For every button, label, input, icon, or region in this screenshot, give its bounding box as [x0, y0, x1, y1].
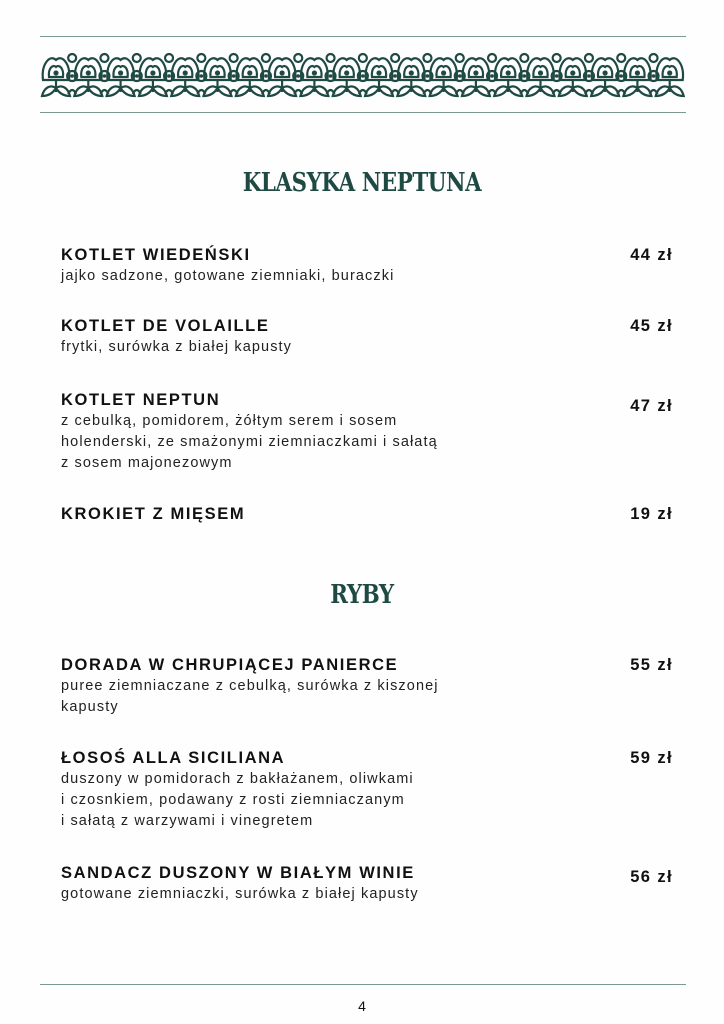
menu-item [61, 505, 675, 524]
menu-item-description: puree ziemniaczane z cebulką, surówka z kiszonej kapusty [61, 678, 439, 715]
bottom-rule [40, 984, 686, 985]
menu-item [61, 749, 675, 832]
menu-item-description: gotowane ziemniaczki, surówka z białej kapusty [61, 886, 419, 902]
page-number: 4 [358, 998, 366, 1014]
menu-item-description: duszony w pomidorach z bakłażanem, oliwkami i czosnkiem, podawany z rosti ziemniaczanym i sałatą z warzywami i vinegretem [61, 771, 414, 829]
top-rule-upper [40, 36, 686, 37]
section-title-ryby: RYBY [330, 580, 394, 610]
menu-item [61, 246, 675, 287]
menu-item-price: 55 zł [630, 656, 673, 674]
menu-item-name: KOTLET DE VOLAILLE [61, 317, 270, 335]
section-title-klasyka: KLASYKA NEPTUNA [242, 168, 482, 198]
menu-item [61, 391, 675, 474]
menu-item-name: SANDACZ DUSZONY W BIAŁYM WINIE [61, 864, 415, 882]
menu-item-price: 56 zł [630, 868, 673, 886]
folk-flower-border-ornament [40, 46, 686, 104]
menu-item-name: KROKIET Z MIĘSEM [61, 505, 246, 523]
top-rule-lower [40, 112, 686, 113]
menu-item-description: z cebulką, pomidorem, żółtym serem i sosem holenderski, ze smażonymi ziemniaczkami i sałatą z sosem majonezowym [61, 413, 438, 471]
menu-item-price: 59 zł [630, 749, 673, 767]
menu-item-price: 45 zł [630, 317, 673, 335]
menu-item-price: 47 zł [630, 397, 673, 415]
menu-item-description: jajko sadzone, gotowane ziemniaki, buraczki [61, 268, 395, 284]
menu-item-name: KOTLET WIEDEŃSKI [61, 246, 251, 264]
menu-item [61, 864, 675, 905]
menu-item-description: frytki, surówka z białej kapusty [61, 339, 293, 355]
menu-item-price: 44 zł [630, 246, 673, 264]
menu-item [61, 317, 675, 358]
menu-item-name: DORADA W CHRUPIĄCEJ PANIERCE [61, 656, 399, 674]
menu-item-name: ŁOSOŚ ALLA SICILIANA [61, 749, 286, 767]
menu-item [61, 656, 675, 718]
menu-item-price: 19 zł [630, 505, 673, 523]
menu-item-name: KOTLET NEPTUN [61, 391, 221, 409]
